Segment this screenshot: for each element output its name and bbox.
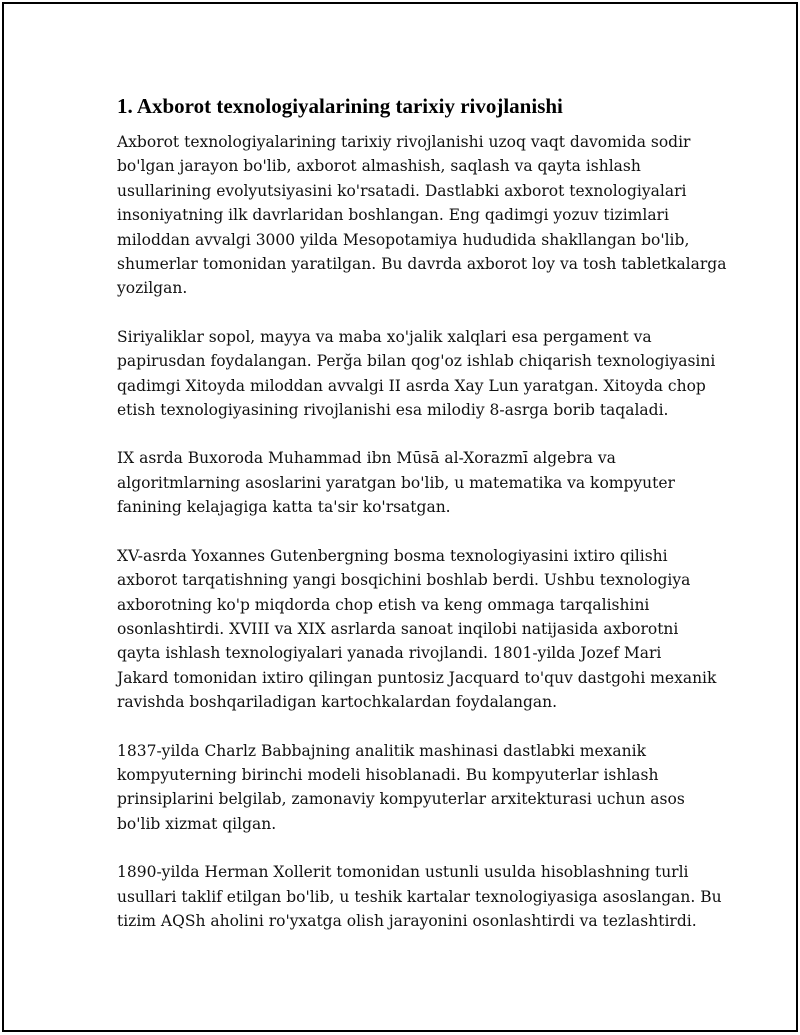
text-line: usullarining evolyutsiyasini ko'rsatadi. Dastlabki axborot texnologiyalari [117,181,687,200]
text-line: axborot tarqatishning yangi bosqichini boshlab berdi. Ushbu texnologiya [117,571,691,590]
text-line: 1837-yilda Charlz Babbajning analitik mashinasi dastlabki mexanik [117,741,646,760]
text-line: 1890-yilda Herman Xollerit tomonidan ustunli usulda hisoblashning turli [117,863,689,882]
text-line: miloddan avvalgi 3000 yilda Mesopotamiya hududida shakllangan bo'lib, [117,230,690,249]
text-line: papirusdan foydalangan. Perğa bilan qog'oz ishlab chiqarish texnologiyasini [117,352,716,371]
text-line: bo'lib xizmat qilgan. [117,814,277,833]
text-line: tizim AQSh aholini ro'yxatga olish jarayonini osonlashtirdi va tezlashtirdi. [117,911,697,930]
paragraph-5 [117,739,697,837]
text-line: usullari taklif etilgan bo'lib, u teshik kartalar texnologiyasiga asoslangan. Bu [117,887,722,906]
text-line: shumerlar tomonidan yaratilgan. Bu davrda axborot loy va tosh tabletkalarga [117,255,727,274]
text-line: axborotning ko'p miqdorda chop etish va keng ommaga tarqalishini [117,595,650,614]
text-line: bo'lgan jarayon bo'lib, axborot almashish, saqlash va qayta ishlash [117,157,641,176]
paragraph-2 [117,325,716,423]
text-line: Jakard tomonidan ixtiro qilingan puntosiz Jacquard to'quv dastgohi mexanik [117,668,717,687]
document-body [117,92,727,957]
text-line: qadimgi Xitoyda miloddan avvalgi II asrda Xay Lun yaratgan. Xitoyda chop [117,376,706,395]
text-line: Siriyaliklar sopol, mayya va maba xo'jalik xalqlari esa pergament va [117,327,652,346]
text-line: osonlashtirdi. XVIII va XIX asrlarda sanoat inqilobi natijasida axborotni [117,619,679,638]
text-line: IX asrda Buxoroda Muhammad ibn Mūsā al-Xorazmī algebra va [117,449,616,468]
section-heading: 1. Axborot texnologiyalarining tarixiy rivojlanishi [117,94,563,118]
text-line: insoniyatning ilk davrlaridan boshlangan. Eng qadimgi yozuv tizimlari [117,206,669,225]
text-line: fanining kelajagiga katta ta'sir ko'rsatgan. [117,498,451,517]
paragraph-3 [117,446,697,519]
paragraph-6 [117,860,722,933]
paragraph-4 [117,544,717,715]
text-line: etish texnologiyasining rivojlanishi esa milodiy 8-asrga borib taqaladi. [117,401,669,420]
text-line: qayta ishlash texnologiyalari yanada rivojlandi. 1801-yilda Jozef Mari [117,644,662,663]
text-line: algoritmlarning asoslarini yaratgan bo'lib, u matematika va kompyuter [117,473,675,492]
paragraph-1 [117,130,727,301]
text-line: kompyuterning birinchi modeli hisoblanadi. Bu kompyuterlar ishlash [117,765,659,784]
text-line: Axborot texnologiyalarining tarixiy rivojlanishi uzoq vaqt davomida sodir [117,133,691,151]
text-line: XV-asrda Yoxannes Gutenbergning bosma texnologiyasini ixtiro qilishi [117,546,668,565]
text-line: ravishda boshqariladigan kartochkalardan foydalangan. [117,693,558,712]
text-line: prinsiplarini belgilab, zamonaviy kompyuterlar arxitekturasi uchun asos [117,790,685,809]
text-line: yozilgan. [117,279,188,298]
